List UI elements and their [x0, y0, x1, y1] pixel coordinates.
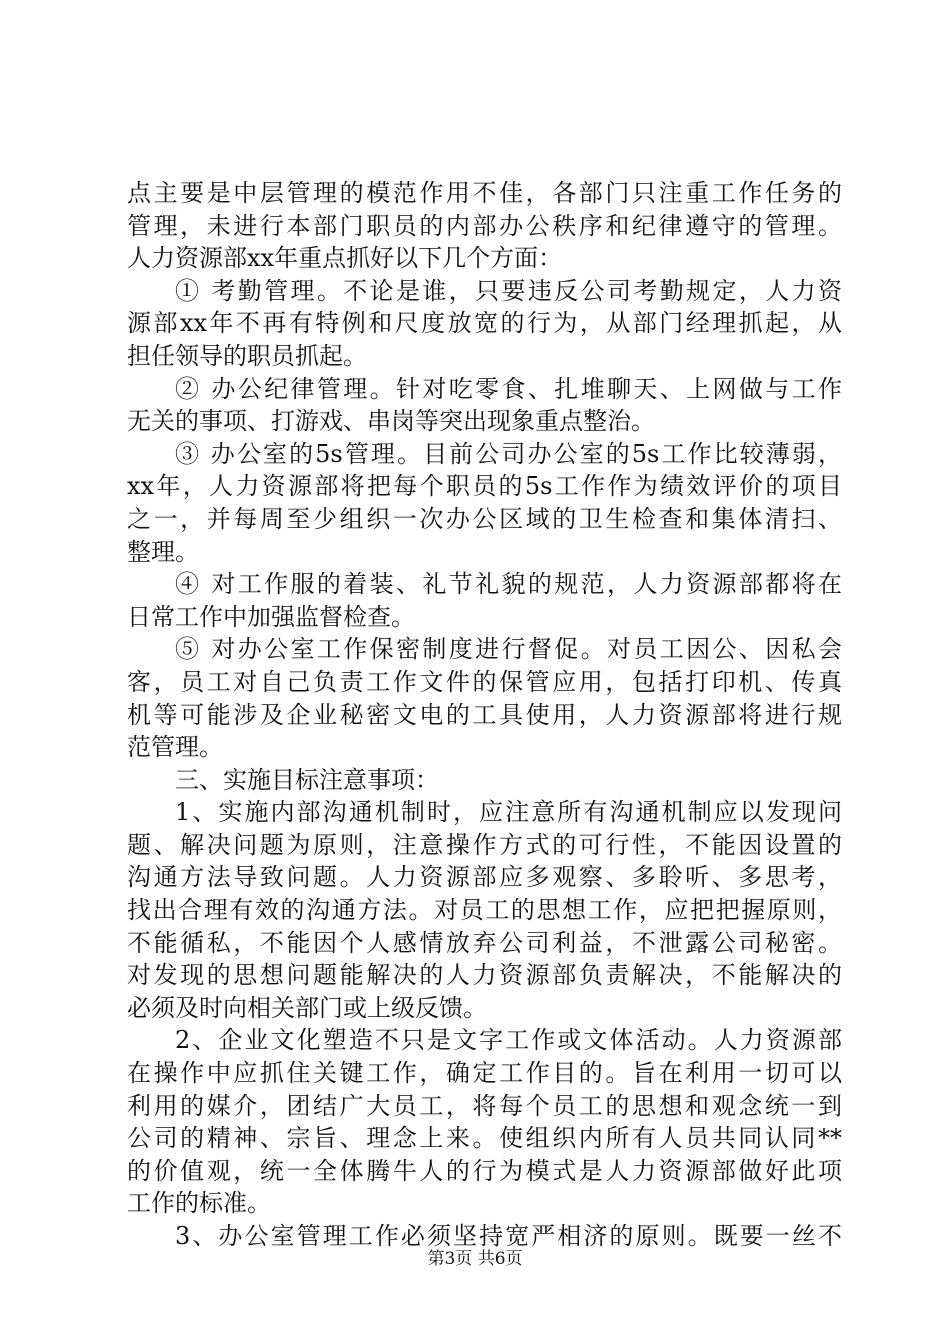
text-line: 客，员工对自己负责工作文件的保管应用，包括打印机、传真 — [127, 667, 842, 696]
text-line: 无关的事项、打游戏、串岗等突出现象重点整治。 — [127, 407, 655, 436]
body-text — [127, 177, 842, 1253]
text-line: 不能循私，不能因个人感情放弃公司利益，不泄露公司秘密。 — [127, 928, 842, 957]
text-line: 机等可能涉及企业秘密文电的工具使用，人力资源部将进行规 — [127, 700, 842, 729]
text-line: 之一，并每周至少组织一次办公区域的卫生检查和集体清扫、 — [127, 504, 842, 533]
text-line: ① 考勤管理。不论是谁，只要违反公司考勤规定，人力资 — [175, 276, 842, 305]
text-line: xx年，人力资源部将把每个职员的5s工作作为绩效评价的项目 — [127, 472, 842, 501]
text-line: 利用的媒介，团结广大员工，将每个员工的思想和观念统一到 — [127, 1091, 842, 1120]
text-line: 必须及时向相关部门或上级反馈。 — [127, 993, 487, 1022]
text-line: 范管理。 — [127, 733, 223, 762]
text-line: 日常工作中加强监督检查。 — [127, 602, 415, 631]
text-line: 2、企业文化塑造不只是文字工作或文体活动。人力资源部 — [175, 1026, 842, 1055]
text-line: 管理，未进行本部门职员的内部办公秩序和纪律遵守的管理。 — [127, 211, 842, 240]
text-line: 在操作中应抓住关键工作，确定工作目的。旨在利用一切可以 — [127, 1059, 842, 1088]
text-line: 源部xx年不再有特例和尺度放宽的行为，从部门经理抓起，从 — [127, 309, 842, 338]
text-line: 沟通方法导致问题。人力资源部应多观察、多聆听、多思考， — [127, 863, 842, 892]
text-line: 1、实施内部沟通机制时，应注意所有沟通机制应以发现问 — [175, 798, 842, 827]
text-line: ⑤ 对办公室工作保密制度进行督促。对员工因公、因私会 — [175, 635, 842, 664]
text-line: 3、办公室管理工作必须坚持宽严相济的原则。既要一丝不 — [175, 1222, 842, 1250]
text-line: 整理。 — [127, 537, 199, 566]
text-line: 对发现的思想问题能解决的人力资源部负责解决，不能解决的 — [127, 961, 842, 990]
text-line: 点主要是中层管理的模范作用不佳，各部门只注重工作任务的 — [127, 179, 842, 207]
text-line: 题、解决问题为原则，注意操作方式的可行性，不能因设置的 — [127, 830, 842, 859]
text-line: 工作的标准。 — [127, 1189, 271, 1218]
text-line: 找出合理有效的沟通方法。对员工的思想工作，应把把握原则， — [127, 896, 842, 925]
text-line: ③ 办公室的5s管理。目前公司办公室的5s工作比较薄弱， — [175, 439, 842, 468]
text-line: 的价值观，统一全体腾牛人的行为模式是人力资源部做好此项 — [127, 1156, 842, 1185]
text-line: 担任领导的职员抓起。 — [127, 341, 367, 370]
text-line: 三、实施目标注意事项： — [175, 765, 439, 794]
text-line: ④ 对工作服的着装、礼节礼貌的规范，人力资源部都将在 — [175, 570, 842, 599]
text-line: 公司的精神、宗旨、理念上来。使组织内所有人员共同认同** — [127, 1124, 842, 1153]
text-line: ② 办公纪律管理。针对吃零食、扎堆聊天、上网做与工作 — [175, 374, 842, 403]
text-line: 人力资源部xx年重点抓好以下几个方面： — [127, 244, 563, 273]
page-footer: 第3页 共6页 — [427, 1249, 523, 1269]
